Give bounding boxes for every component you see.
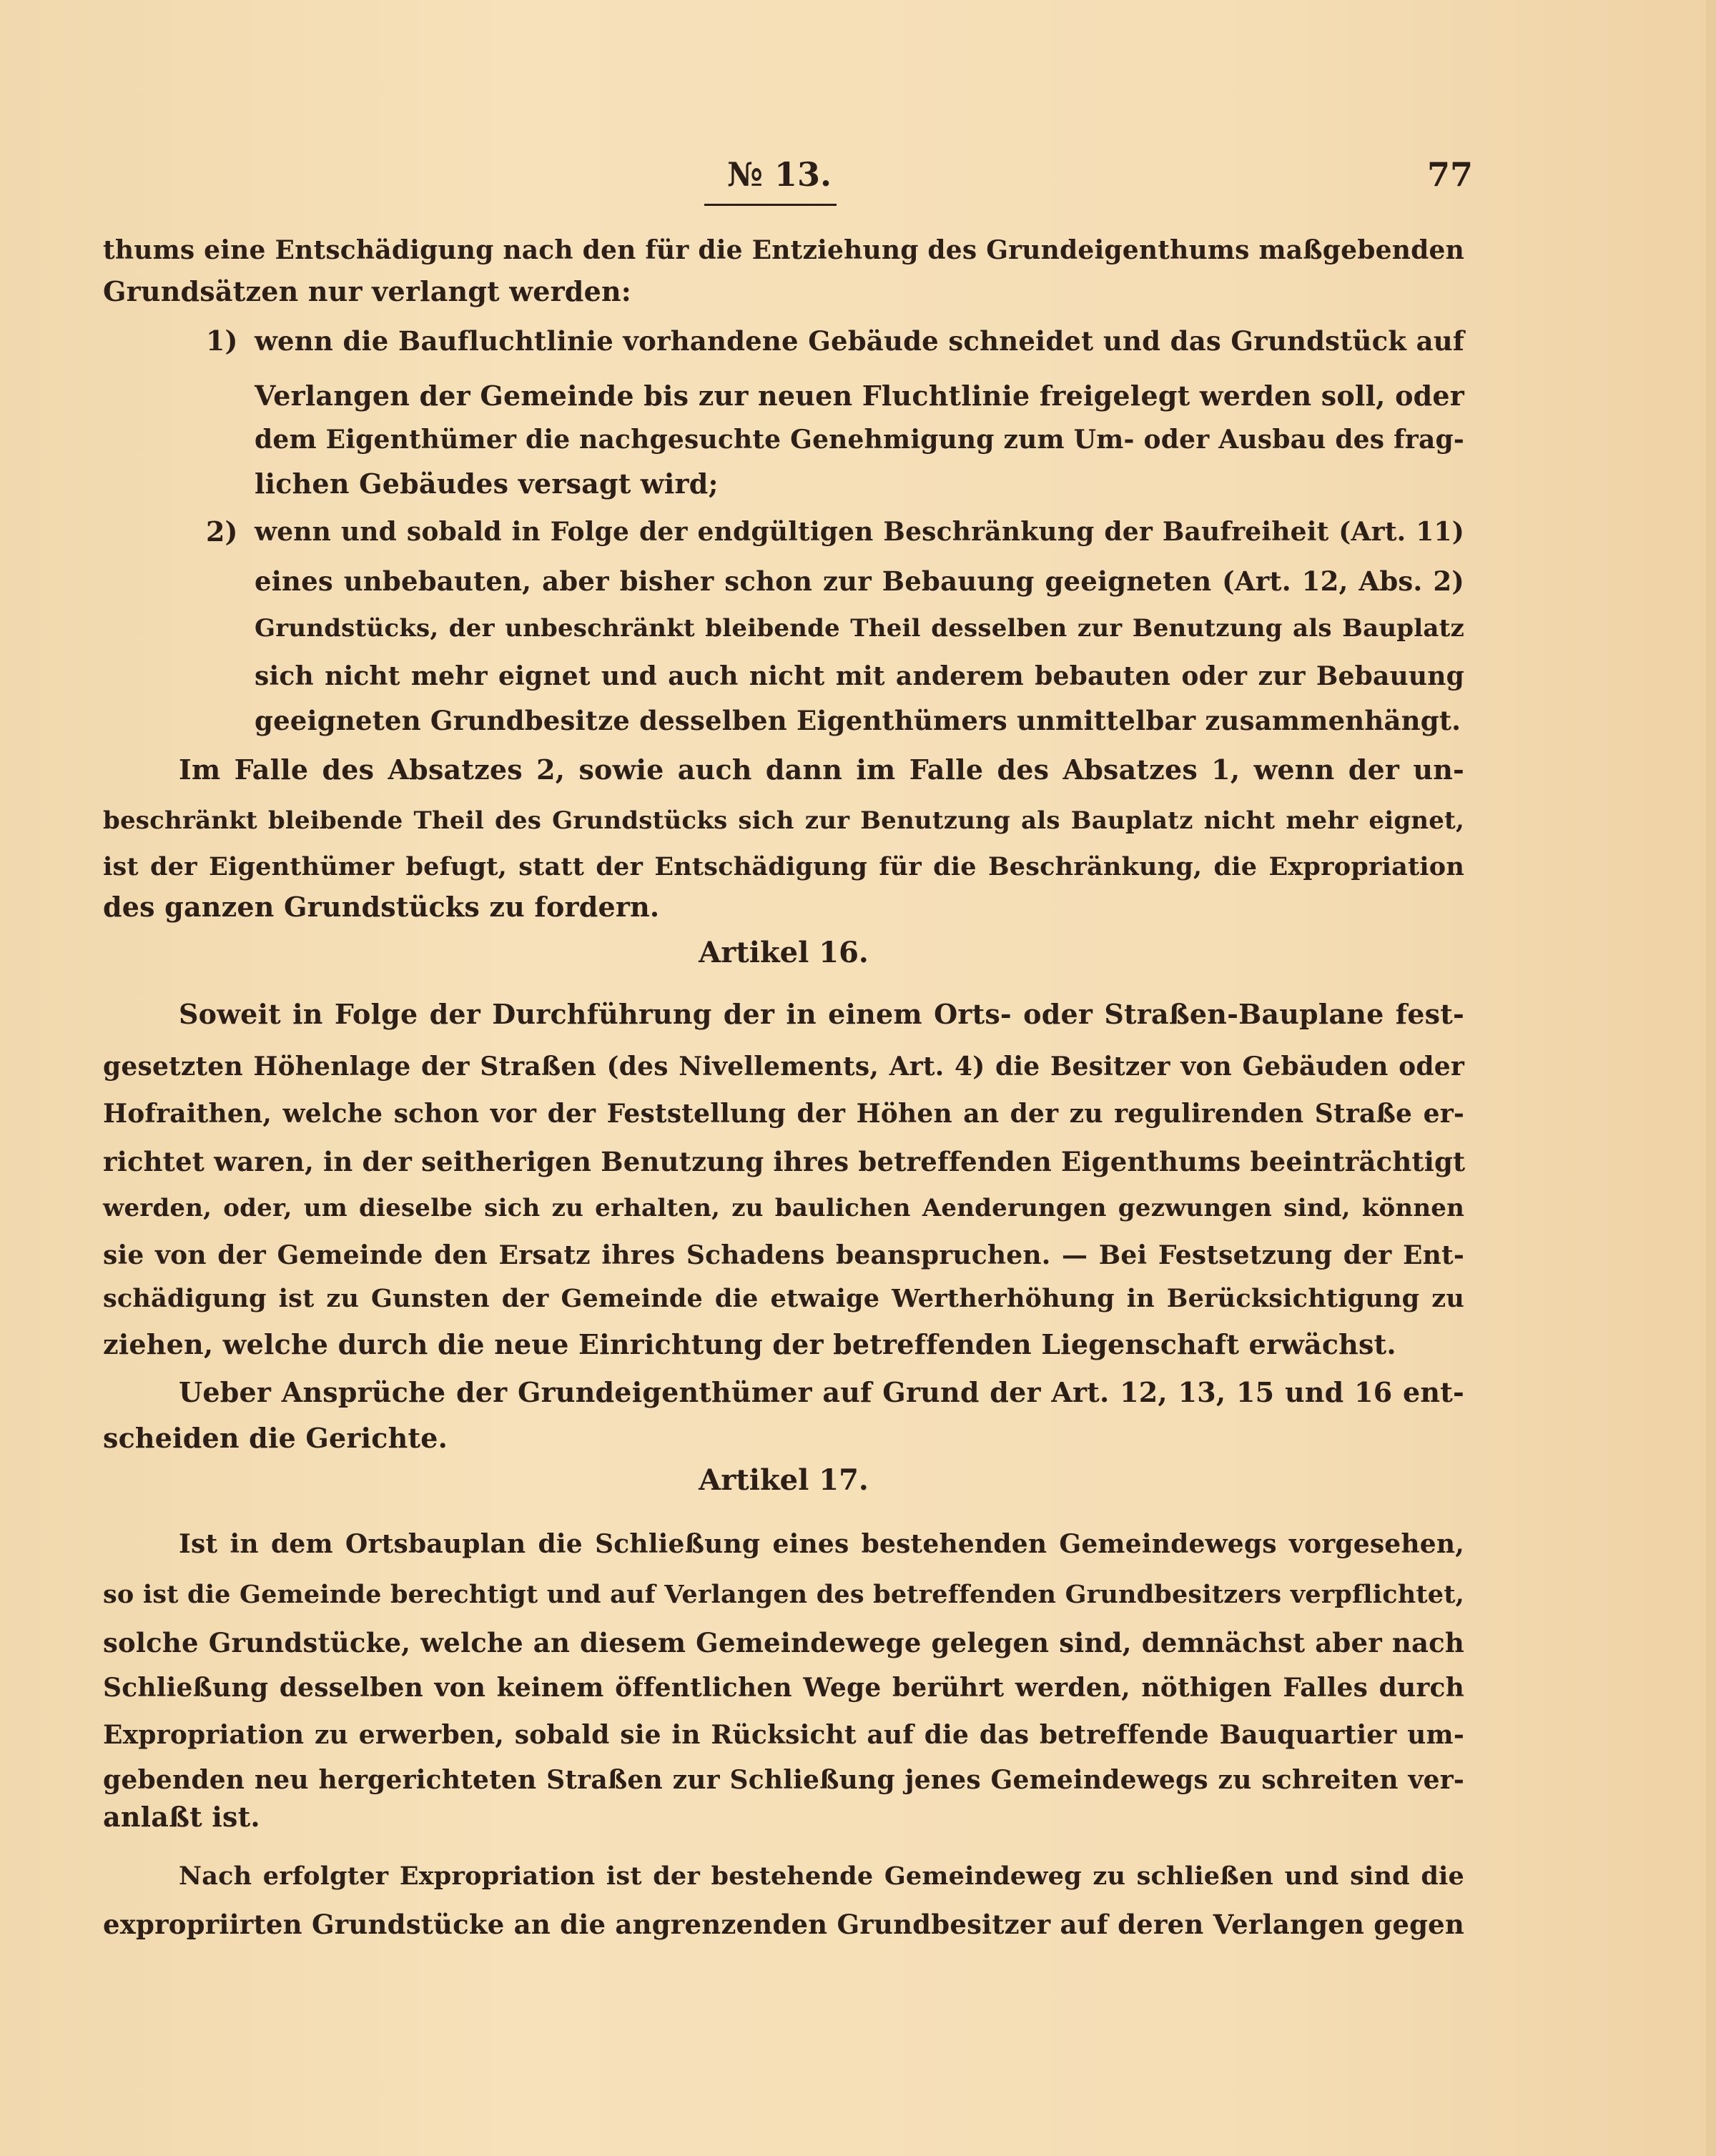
paragraph-line: des ganzen Grundstücks zu fordern. xyxy=(103,891,660,923)
list-item-line: Verlangen der Gemeinde bis zur neuen Fluchtlinie freigelegt werden soll, oder xyxy=(255,380,1464,412)
paragraph-line: anlaßt ist. xyxy=(103,1801,260,1833)
paragraph-line: sie von der Gemeinde den Ersatz ihres Schadens beanspruchen. — Bei Festsetzung der Ent- xyxy=(103,1240,1464,1270)
paragraph-line: solche Grundstücke, welche an diesem Gemeindewege gelegen sind, demnächst aber nach xyxy=(103,1627,1464,1658)
paragraph-line: Nach erfolgter Expropriation ist der bestehende Gemeindeweg zu schließen und sind die xyxy=(179,1861,1464,1891)
list-item-number: 2) xyxy=(206,515,238,548)
paragraph-line: schädigung ist zu Gunsten der Gemeinde die etwaige Wertherhöhung in Berücksichtigung zu xyxy=(103,1284,1464,1313)
list-item-line: geeigneten Grundbesitze desselben Eigenthümers unmittelbar zusammenhängt. xyxy=(255,705,1461,736)
paragraph-line: expropriirten Grundstücke an die angrenzenden Grundbesitzer auf deren Verlangen gegen xyxy=(103,1909,1464,1940)
header-rule xyxy=(704,204,837,206)
paragraph-line: so ist die Gemeinde berechtigt und auf Verlangen des betreffenden Grundbesitzers verpflichtet, xyxy=(103,1580,1464,1609)
paragraph-line: Soweit in Folge der Durchführung der in einem Orts- oder Straßen-Bauplane fest- xyxy=(179,998,1464,1030)
paragraph-line: Hofraithen, welche schon vor der Feststellung der Höhen an der zu regulirenden Straße er- xyxy=(103,1099,1464,1129)
list-item-line: eines unbebauten, aber bisher schon zur Bebauung geeigneten (Art. 12, Abs. 2) xyxy=(255,565,1464,597)
list-item-line: dem Eigenthümer die nachgesuchte Genehmigung zum Um- oder Ausbau des frag- xyxy=(255,425,1464,455)
article-heading: Artikel 17. xyxy=(699,1463,869,1497)
list-item-line: sich nicht mehr eignet und auch nicht mit anderem bebauten oder zur Bebauung xyxy=(255,661,1464,691)
paragraph-line: thums eine Entschädigung nach den für die Entziehung des Grundeigenthums maßgebenden xyxy=(103,235,1464,265)
paragraph-line: ziehen, welche durch die neue Einrichtung der betreffenden Liegenschaft erwächst. xyxy=(103,1328,1396,1360)
list-item-line: wenn die Baufluchtlinie vorhandene Gebäude schneidet und das Grundstück auf xyxy=(255,325,1464,357)
paragraph-line: gebenden neu hergerichteten Straßen zur Schließung jenes Gemeindewegs zu schreiten ver- xyxy=(103,1765,1464,1795)
paragraph-line: richtet waren, in der seitherigen Benutzung ihres betreffenden Eigenthums beeinträchtigt xyxy=(103,1146,1466,1177)
paragraph-line: Im Falle des Absatzes 2, sowie auch dann im Falle des Absatzes 1, wenn der un- xyxy=(179,753,1464,786)
list-item-number: 1) xyxy=(206,325,238,357)
paragraph-line: Schließung desselben von keinem öffentlichen Wege berührt werden, nöthigen Falles durch xyxy=(103,1673,1464,1703)
paragraph-line: ist der Eigenthümer befugt, statt der Entschädigung für die Beschränkung, die Expropriation xyxy=(103,852,1464,881)
page-number: 77 xyxy=(1426,155,1473,194)
list-item-line: Grundstücks, der unbeschränkt bleibende Theil desselben zur Benutzung als Bauplatz xyxy=(255,614,1464,643)
paragraph-line: scheiden die Gerichte. xyxy=(103,1422,448,1454)
list-item-line: wenn und sobald in Folge der endgültigen Beschränkung der Baufreiheit (Art. 11) xyxy=(255,517,1464,547)
paragraph-line: Ist in dem Ortsbauplan die Schließung eines bestehenden Gemeindewegs vorgesehen, xyxy=(179,1529,1464,1559)
paragraph-line: werden, oder, um dieselbe sich zu erhalten, zu baulichen Aenderungen gezwungen sind, können xyxy=(103,1194,1464,1222)
paragraph-line: Grundsätzen nur verlangt werden: xyxy=(103,275,632,307)
list-item-line: lichen Gebäudes versagt wird; xyxy=(255,468,719,500)
page-edge xyxy=(1706,0,1716,2156)
article-heading: Artikel 16. xyxy=(699,936,869,969)
paragraph-line: Ueber Ansprüche der Grundeigenthümer auf Grund der Art. 12, 13, 15 und 16 ent- xyxy=(179,1376,1464,1408)
issue-number: № 13. xyxy=(726,155,832,194)
paragraph-line: Expropriation zu erwerben, sobald sie in Rücksicht auf die das betreffende Bauquartier um- xyxy=(103,1720,1464,1750)
paragraph-line: beschränkt bleibende Theil des Grundstücks sich zur Benutzung als Bauplatz nicht mehr eignet, xyxy=(103,806,1464,835)
paragraph-line: gesetzten Höhenlage der Straßen (des Nivellements, Art. 4) die Besitzer von Gebäuden oder xyxy=(103,1052,1464,1082)
